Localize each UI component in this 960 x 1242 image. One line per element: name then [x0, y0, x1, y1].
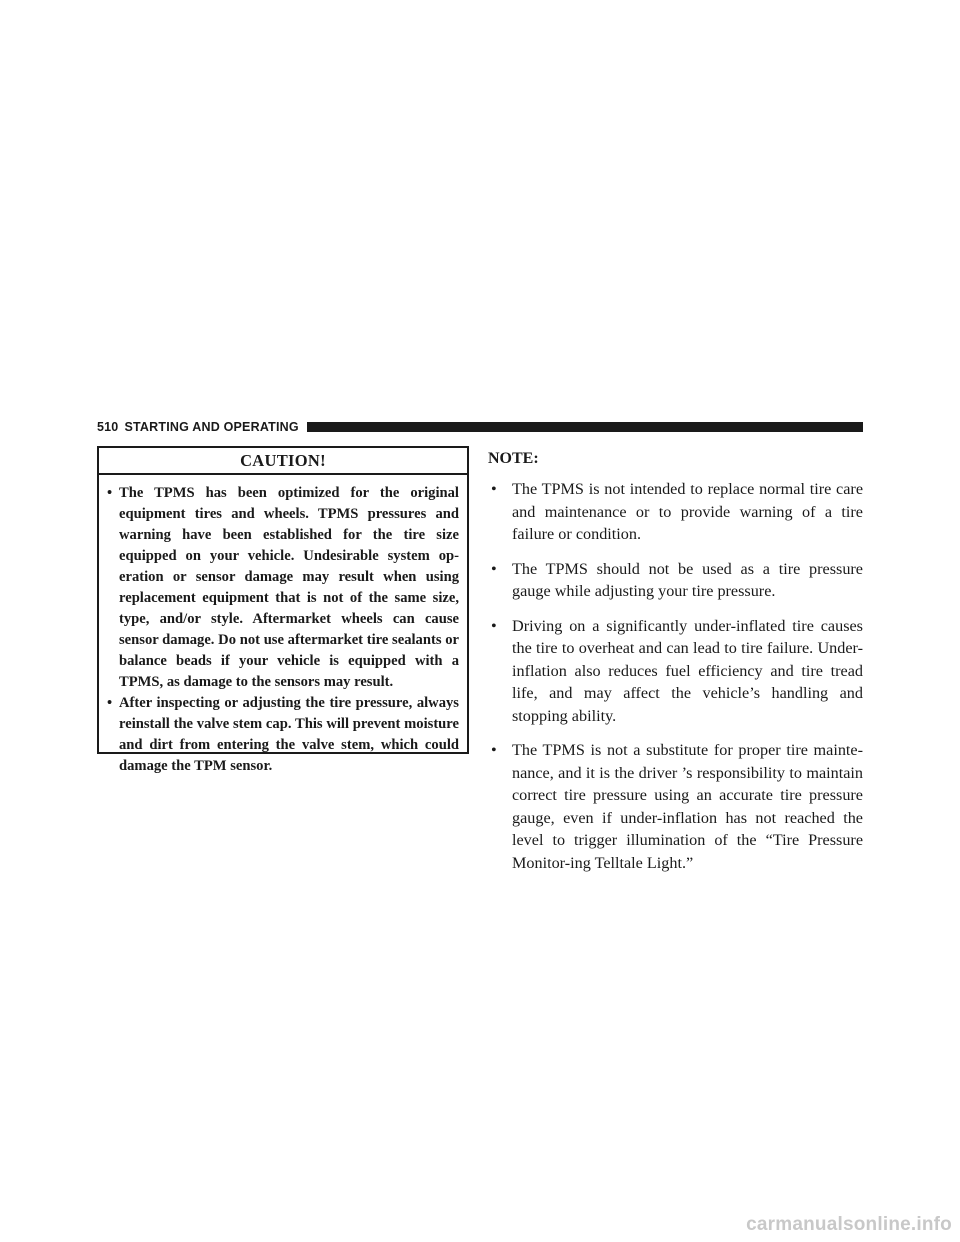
caution-box: [97, 446, 469, 774]
note-item-text: Driving on a significantly under-inflated tire causes the tire to overheat and can lead to tire failure. Under-inflation also reduces fuel efficiency and tire tread life, and may affect the vehicle’s handling and stopping ability.: [512, 616, 863, 725]
bullet-icon: •: [491, 616, 497, 635]
bullet-icon: •: [107, 695, 113, 711]
watermark: carmanualsonline.info: [746, 1214, 952, 1235]
caution-item-text: The TPMS has been optimized for the original equipment tires and wheels. TPMS pressures and warning have been established for the tire size equipped on your vehicle. Undesirable system op-eration or sensor damage may result when using replacement equipment that is not of the same size, type, and/or style. Aftermarket wheels can cause sensor damage. Do not use aftermarket tire sealants or balance beads if your vehicle is equipped with a TPMS, as damage to the sensors may result.: [119, 485, 459, 690]
caution-item: [109, 693, 459, 777]
caution-title: CAUTION!: [99, 448, 467, 475]
caution-item-text: After inspecting or adjusting the tire pressure, always reinstall the valve stem cap. This will prevent moisture and dirt from entering the valve stem, which could damage the TPM sensor.: [119, 695, 459, 774]
bullet-icon: •: [491, 480, 497, 498]
note-item: [488, 478, 863, 546]
header-rule: [307, 422, 863, 432]
note-item-text: The TPMS is not a substitute for proper tire mainte-nance, and it is the driver ’s responsibility to maintain correct tire pressure using an accurate tire pressure gauge, even if under-inflation has not reached the level to trigger illumination of the “Tire Pressure Monitor-ing Telltale Light.”: [512, 741, 863, 872]
page-header: [97, 418, 863, 436]
note-section: [488, 448, 863, 886]
caution-list: [99, 475, 467, 777]
note-item-text: The TPMS should not be used as a tire pressure gauge while adjusting your tire pressure.: [512, 559, 863, 600]
bullet-icon: •: [107, 485, 113, 501]
note-heading: NOTE:: [488, 450, 539, 467]
bullet-icon: •: [491, 741, 497, 759]
note-item-text: The TPMS is not intended to replace normal tire care and maintenance or to provide warning of a tire failure or condition.: [512, 480, 863, 543]
note-item: [488, 558, 863, 603]
caution-item: [109, 483, 459, 693]
section-title: STARTING AND OPERATING: [124, 420, 299, 434]
bullet-icon: •: [491, 559, 497, 578]
note-item: [488, 615, 863, 728]
note-list: [488, 478, 863, 874]
page-number: 510: [97, 420, 119, 434]
note-item: [488, 739, 863, 874]
